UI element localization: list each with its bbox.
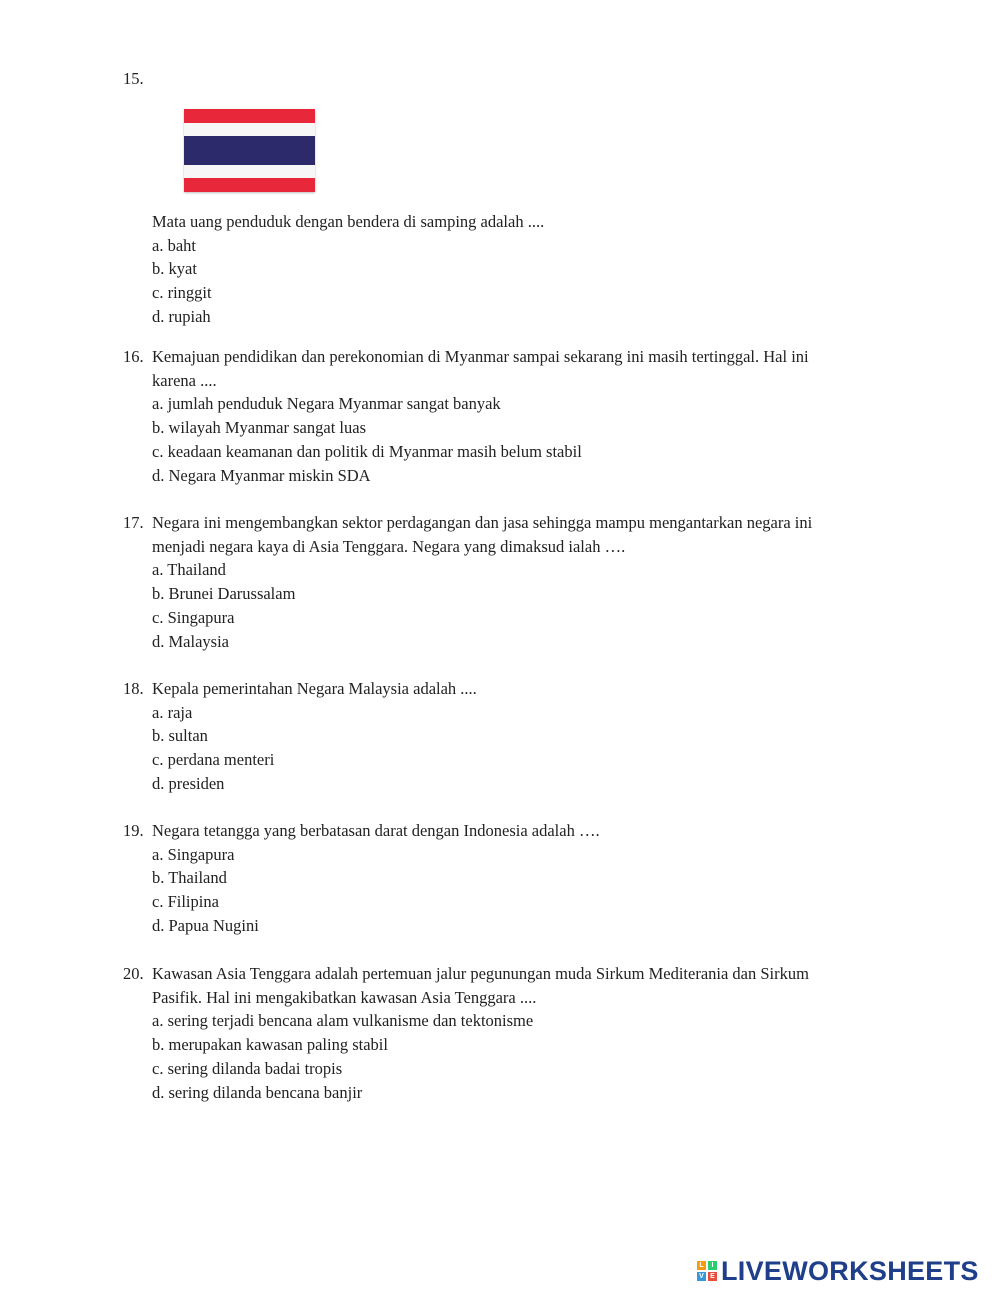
question-17-option-d[interactable]: d. Malaysia xyxy=(152,631,229,651)
question-15-number: 15. xyxy=(123,69,144,88)
question-19-option-c[interactable]: c. Filipina xyxy=(152,892,219,912)
question-17-option-c[interactable]: c. Singapura xyxy=(152,607,235,627)
liveworksheets-logo-text: LIVEWORKSHEETS xyxy=(721,1255,979,1286)
question-15-option-d[interactable]: d. rupiah xyxy=(152,306,211,326)
question-18-text: Kepala pemerintahan Negara Malaysia adalah .... xyxy=(152,679,477,698)
question-15-option-a[interactable]: a. baht xyxy=(152,235,196,255)
question-18-option-d[interactable]: d. presiden xyxy=(152,773,225,793)
liveworksheets-logo[interactable] xyxy=(697,1256,979,1286)
logo-mark-v: V xyxy=(697,1272,706,1281)
question-15-option-b[interactable]: b. kyat xyxy=(152,259,197,279)
question-17-option-a[interactable]: a. Thailand xyxy=(152,560,226,580)
question-20-option-a[interactable]: a. sering terjadi bencana alam vulkanisme dan tektonisme xyxy=(152,1011,534,1031)
thailand-flag-image xyxy=(184,109,315,192)
question-19-option-a[interactable]: a. Singapura xyxy=(152,844,235,864)
liveworksheets-logo-icon xyxy=(697,1261,717,1281)
question-20-number: 20. xyxy=(123,964,144,983)
question-19-number: 19. xyxy=(123,821,144,840)
question-16-number: 16. xyxy=(123,347,144,366)
question-19-text: Negara tetangga yang berbatasan darat dengan Indonesia adalah …. xyxy=(152,821,600,840)
question-19 xyxy=(123,819,883,938)
question-17-text-line2: menjadi negara kaya di Asia Tenggara. Negara yang dimaksud ialah …. xyxy=(152,536,626,556)
question-15-option-c[interactable]: c. ringgit xyxy=(152,283,212,303)
question-17-number: 17. xyxy=(123,513,144,532)
question-17-option-b[interactable]: b. Brunei Darussalam xyxy=(152,584,296,604)
question-17-text-line1: Negara ini mengembangkan sektor perdagangan dan jasa sehingga mampu mengantarkan negara ini xyxy=(152,513,813,532)
question-16-option-a[interactable]: a. jumlah penduduk Negara Myanmar sangat banyak xyxy=(152,394,501,414)
question-15-text: Mata uang penduduk dengan bendera di samping adalah .... xyxy=(152,212,545,231)
question-19-option-b[interactable]: b. Thailand xyxy=(152,868,227,888)
question-19-option-d[interactable]: d. Papua Nugini xyxy=(152,915,259,935)
question-20-option-c[interactable]: c. sering dilanda badai tropis xyxy=(152,1058,343,1078)
question-18-number: 18. xyxy=(123,679,144,698)
question-20 xyxy=(123,962,883,1104)
question-18-option-b[interactable]: b. sultan xyxy=(152,726,208,746)
question-15 xyxy=(152,210,852,329)
logo-mark-i: I xyxy=(708,1261,717,1270)
question-16-option-b[interactable]: b. wilayah Myanmar sangat luas xyxy=(152,418,366,438)
question-20-text-line1: Kawasan Asia Tenggara adalah pertemuan jalur pegunungan muda Sirkum Mediterania dan Sirkum xyxy=(152,964,809,983)
logo-mark-e: E xyxy=(708,1272,717,1281)
question-17 xyxy=(123,511,883,653)
question-18-option-a[interactable]: a. raja xyxy=(152,702,193,722)
question-16-option-c[interactable]: c. keadaan keamanan dan politik di Myanmar masih belum stabil xyxy=(152,441,582,461)
question-16 xyxy=(123,345,883,487)
question-18 xyxy=(123,677,883,796)
logo-mark-l: L xyxy=(697,1261,706,1270)
question-20-option-b[interactable]: b. merupakan kawasan paling stabil xyxy=(152,1035,388,1055)
question-18-option-c[interactable]: c. perdana menteri xyxy=(152,750,275,770)
question-16-text-line2: karena .... xyxy=(152,370,217,390)
thailand-flag-icon xyxy=(184,109,315,192)
question-20-text-line2: Pasifik. Hal ini mengakibatkan kawasan Asia Tenggara .... xyxy=(152,987,537,1007)
question-20-option-d[interactable]: d. sering dilanda bencana banjir xyxy=(152,1082,363,1102)
question-16-option-d[interactable]: d. Negara Myanmar miskin SDA xyxy=(152,465,371,485)
question-16-text-line1: Kemajuan pendidikan dan perekonomian di Myanmar sampai sekarang ini masih tertinggal. Hal ini xyxy=(152,347,809,366)
